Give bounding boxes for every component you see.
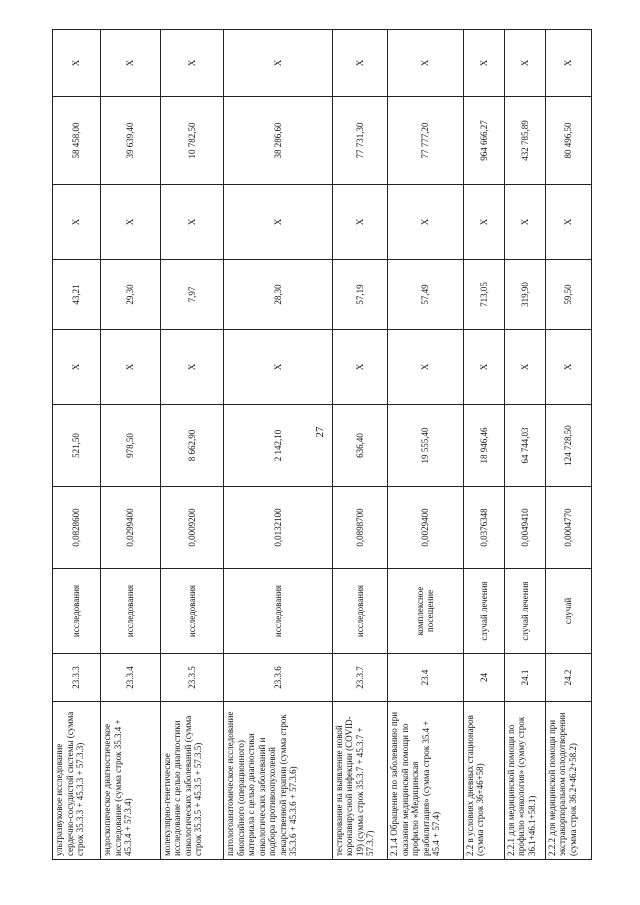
rotated-table-container xyxy=(52,30,592,860)
cell-unit: исследования xyxy=(160,569,224,654)
cell-code: 23.4 xyxy=(388,654,464,702)
cell-norm: 0,0376348 xyxy=(463,487,504,569)
cell-c8: X xyxy=(53,185,101,260)
cell-name: 2.1.4 Обращение по заболеванию при оказании медицинской помощи по профилю «Медицинская реабилитация» (сумма строк 35.4 + 45.4 + 57.4) xyxy=(388,702,464,860)
cell-c9: 964 666,27 xyxy=(463,97,504,185)
cell-cost: 978,50 xyxy=(101,405,160,487)
cell-c9: 77 777,20 xyxy=(388,97,464,185)
cell-code: 23.3.6 xyxy=(224,654,333,702)
cell-c10: X xyxy=(101,30,160,97)
cell-c9: 10 782,50 xyxy=(160,97,224,185)
cell-c9: 38 286,60 xyxy=(224,97,333,185)
table-row xyxy=(160,30,224,860)
cell-norm: 0,0898700 xyxy=(332,487,387,569)
cell-name: 2.2.1 для медицинской помощи по профилю «онкология» (сумму строк 36.1+46.1+58.1) xyxy=(504,702,545,860)
cell-code: 24.2 xyxy=(545,654,591,702)
cell-c7: 713,05 xyxy=(463,260,504,330)
cell-norm: 0,0004770 xyxy=(545,487,591,569)
cell-cost: 2 142,10 xyxy=(224,405,333,487)
cell-c10: X xyxy=(463,30,504,97)
cell-cost: 124 728,50 xyxy=(545,405,591,487)
cell-code: 23.3.3 xyxy=(53,654,101,702)
cell-c7: 43,21 xyxy=(53,260,101,330)
cell-name: 2.2.2 для медицинской помощи при экстракорпоральном оплодотворении (сумма строк 36.2+46.2+58.2) xyxy=(545,702,591,860)
page-number: 27 xyxy=(314,426,326,438)
table-row xyxy=(53,30,101,860)
cell-c7: 29,30 xyxy=(101,260,160,330)
cell-name: тестирование на выявление новой коронавирусной инфекции (COVID-19) (сумма строк 35.3.7 + 45.3.7 + 57.3.7) xyxy=(332,702,387,860)
cell-c9: 77 731,30 xyxy=(332,97,387,185)
cell-c10: X xyxy=(160,30,224,97)
cell-c6: X xyxy=(504,330,545,405)
cell-norm: 0,0009200 xyxy=(160,487,224,569)
cell-c7: 59,50 xyxy=(545,260,591,330)
cell-c10: X xyxy=(545,30,591,97)
tariff-table xyxy=(52,29,592,860)
cell-norm: 0,0299400 xyxy=(101,487,160,569)
cell-c9: 432 785,89 xyxy=(504,97,545,185)
cell-c10: X xyxy=(53,30,101,97)
cell-code: 24.1 xyxy=(504,654,545,702)
cell-c7: 28,30 xyxy=(224,260,333,330)
cell-c6: X xyxy=(53,330,101,405)
table-row xyxy=(545,30,591,860)
cell-c8: X xyxy=(224,185,333,260)
cell-name: патологоанатомическое исследование биопсийного (операционного) материала с целью диагностики онкологических заболеваний и подбора противоопухолевой лекарственной терапии (сумма строк 35.3.6 + 45.3.6 + 57.3.6) xyxy=(224,702,333,860)
cell-code: 24 xyxy=(463,654,504,702)
cell-norm: 0,0828600 xyxy=(53,487,101,569)
cell-unit: исследования xyxy=(224,569,333,654)
cell-c9: 58 458,00 xyxy=(53,97,101,185)
cell-cost: 18 946,46 xyxy=(463,405,504,487)
cell-c7: 57,19 xyxy=(332,260,387,330)
cell-c6: X xyxy=(332,330,387,405)
cell-c10: X xyxy=(388,30,464,97)
table-row xyxy=(504,30,545,860)
table-row xyxy=(224,30,333,860)
cell-c6: X xyxy=(545,330,591,405)
table-row xyxy=(332,30,387,860)
cell-c6: X xyxy=(388,330,464,405)
cell-name: молекулярно-генетическое исследование с целью диагностики онкологических заболеваний (сумма строк 35.3.5 + 45.3.5 + 57.3.5) xyxy=(160,702,224,860)
cell-cost: 636,40 xyxy=(332,405,387,487)
cell-c6: X xyxy=(463,330,504,405)
cell-name: ультразвуковое исследование сердечно-сосудистой системы (сумма строк 35.3.3 + 45.3.3 + 57.3.3) xyxy=(53,702,101,860)
table-row xyxy=(101,30,160,860)
cell-unit: случай лечения xyxy=(463,569,504,654)
cell-c10: X xyxy=(224,30,333,97)
cell-c7: 7,97 xyxy=(160,260,224,330)
cell-c8: X xyxy=(463,185,504,260)
cell-name: эндоскопическое диагностическое исследование (сумма строк 35.3.4 + 45.3.4 + 57.3.4) xyxy=(101,702,160,860)
cell-c8: X xyxy=(332,185,387,260)
cell-c8: X xyxy=(160,185,224,260)
cell-code: 23.3.5 xyxy=(160,654,224,702)
cell-unit: исследования xyxy=(101,569,160,654)
cell-c7: 57,49 xyxy=(388,260,464,330)
cell-c6: X xyxy=(160,330,224,405)
cell-c8: X xyxy=(388,185,464,260)
table-row xyxy=(463,30,504,860)
cell-cost: 64 744,03 xyxy=(504,405,545,487)
cell-norm: 0,0132100 xyxy=(224,487,333,569)
table-row xyxy=(388,30,464,860)
cell-c7: 319,90 xyxy=(504,260,545,330)
cell-code: 23.3.4 xyxy=(101,654,160,702)
cell-unit: комплексное посещение xyxy=(388,569,464,654)
cell-c8: X xyxy=(504,185,545,260)
cell-unit: случай лечения xyxy=(504,569,545,654)
cell-c9: 39 639,40 xyxy=(101,97,160,185)
cell-unit: исследования xyxy=(53,569,101,654)
cell-cost: 521,50 xyxy=(53,405,101,487)
cell-c6: X xyxy=(224,330,333,405)
cell-unit: исследования xyxy=(332,569,387,654)
cell-unit: случай xyxy=(545,569,591,654)
cell-cost: 19 555,40 xyxy=(388,405,464,487)
cell-cost: 8 662,90 xyxy=(160,405,224,487)
cell-c8: X xyxy=(101,185,160,260)
cell-c6: X xyxy=(101,330,160,405)
cell-name: 2.2 в условиях дневных стационаров (сумма строк 36+46+58) xyxy=(463,702,504,860)
cell-c10: X xyxy=(332,30,387,97)
cell-c10: X xyxy=(504,30,545,97)
cell-code: 23.3.7 xyxy=(332,654,387,702)
cell-norm: 0,0049410 xyxy=(504,487,545,569)
cell-c9: 80 496,50 xyxy=(545,97,591,185)
cell-norm: 0,0029400 xyxy=(388,487,464,569)
cell-c8: X xyxy=(545,185,591,260)
